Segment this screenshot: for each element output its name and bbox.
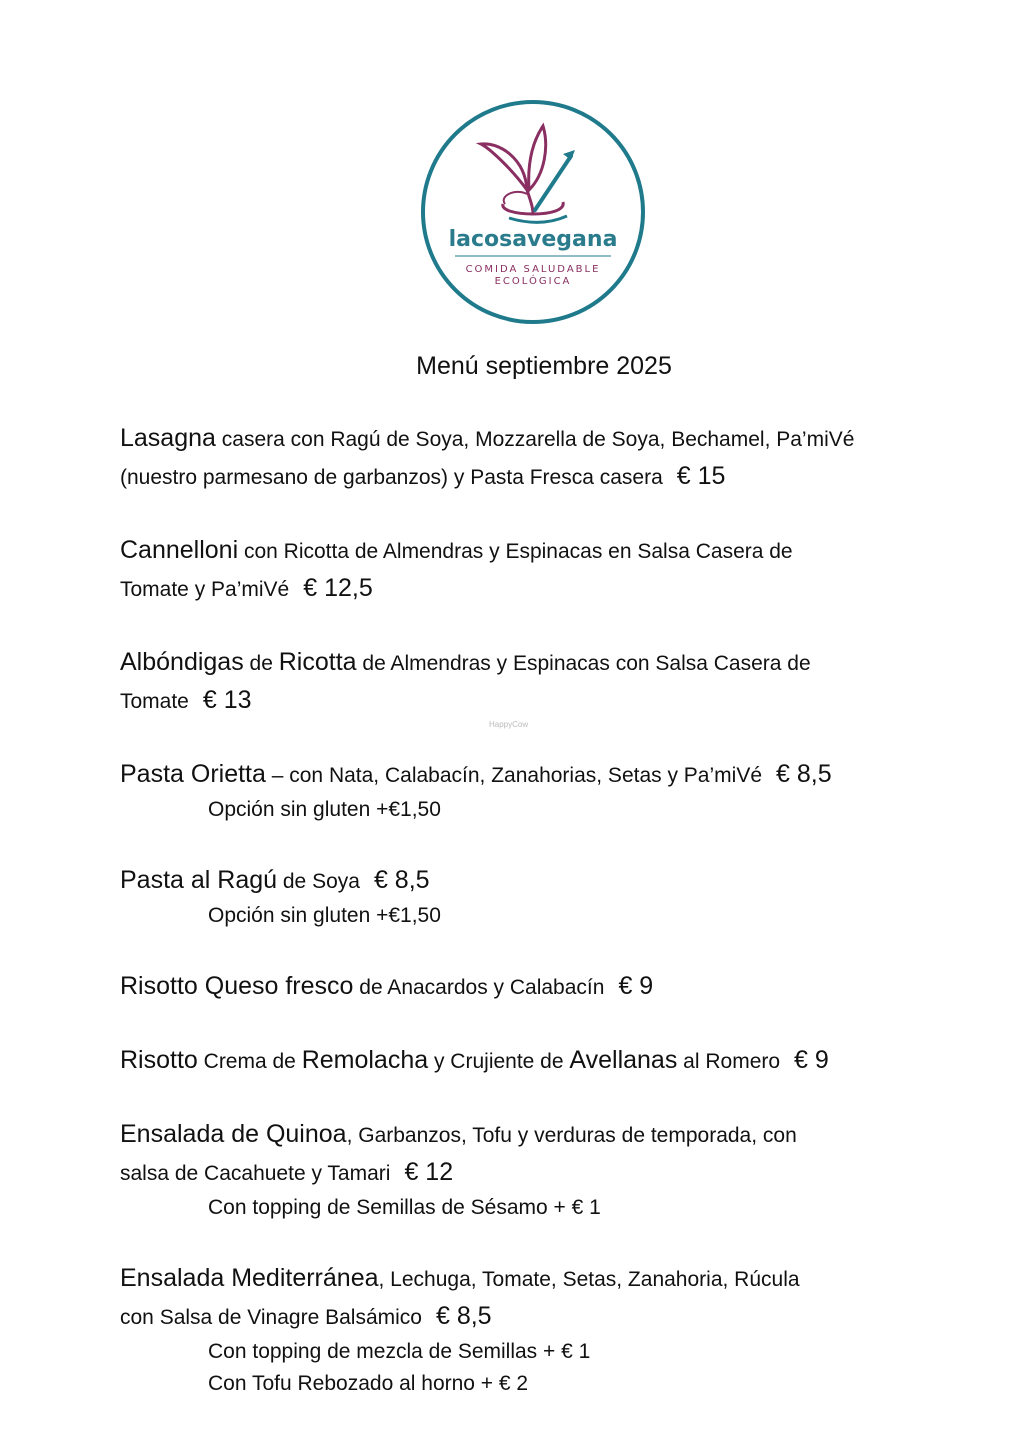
dish-name: Pasta Orietta — [120, 760, 266, 788]
dish-name: Albóndigas — [120, 648, 244, 676]
dish-description: Lasagna casera con Ragú de Soya, Mozzarella de Soya, Bechamel, Pa’miVé (nuestro parmesano de garbanzos) y Pasta Fresca casera € 15 — [120, 424, 855, 490]
dish-cannelloni — [120, 532, 940, 608]
logo-tagline-2: ECOLÓGICA — [494, 276, 572, 287]
dish-name: Pasta al Ragú — [120, 866, 278, 894]
dish-price: € 8,5 — [435, 1302, 492, 1330]
dish-price: € 8,5 — [373, 866, 430, 894]
dish-option: Con topping de mezcla de Semillas + € 1 — [208, 1340, 591, 1363]
dish-price: € 8,5 — [776, 760, 832, 788]
dish-price: € 13 — [202, 686, 252, 714]
dish-name: Cannelloni — [120, 536, 239, 564]
dish-risotto-remolacha — [120, 1042, 940, 1080]
restaurant-logo — [419, 98, 647, 326]
dish-name: Ensalada de Quinoa — [120, 1120, 347, 1148]
dish-risotto-queso — [120, 968, 940, 1006]
dish-description: Pasta Orietta – con Nata, Calabacín, Zanahorias, Setas y Pa’miVé € 8,5 — [120, 760, 832, 788]
dish-description: Risotto Crema de Remolacha y Crujiente de Avellanas al Romero € 9 — [120, 1046, 829, 1074]
dish-option: Con Tofu Rebozado al horno + € 2 — [208, 1372, 529, 1395]
dish-lasagna — [120, 420, 940, 496]
dish-description: Ensalada de Quinoa, Garbanzos, Tofu y verduras de temporada, con salsa de Cacahuete y Tamari € 12 — [120, 1120, 797, 1186]
logo-tagline-1: COMIDA SALUDABLE — [465, 264, 601, 275]
dish-pasta-ragu — [120, 862, 940, 932]
dish-option: Con topping de Semillas de Sésamo + € 1 — [208, 1196, 601, 1219]
dish-ensalada-quinoa — [120, 1116, 940, 1224]
menu-title: Menú septiembre 2025 — [416, 352, 672, 380]
dish-price: € 9 — [794, 1046, 829, 1074]
dish-ensalada-mediterranea — [120, 1260, 940, 1400]
logo-brand-text: lacosavegana — [448, 227, 618, 252]
dish-option: Opción sin gluten +€1,50 — [208, 904, 441, 927]
dish-name: Risotto Queso fresco — [120, 972, 354, 1000]
dish-description: Albóndigas de Ricotta de Almendras y Espinacas con Salsa Casera de Tomate € 13 — [120, 648, 811, 714]
dish-pasta-orietta — [120, 756, 940, 826]
dish-description: Cannelloni con Ricotta de Almendras y Espinacas en Salsa Casera de Tomate y Pa’miVé € 12,5 — [120, 536, 793, 602]
dish-option: Opción sin gluten +€1,50 — [208, 798, 441, 821]
dish-albondigas — [120, 644, 940, 720]
dish-description: Pasta al Ragú de Soya € 8,5 — [120, 866, 430, 894]
dish-price: € 15 — [676, 462, 726, 490]
menu-list — [120, 420, 940, 1436]
dish-name: Risotto — [120, 1046, 198, 1074]
dish-price: € 9 — [618, 972, 654, 1000]
watermark: HappyCow — [489, 720, 529, 729]
dish-description: Risotto Queso fresco de Anacardos y Calabacín € 9 — [120, 972, 654, 1000]
dish-price: € 12 — [404, 1158, 454, 1186]
dish-price: € 12,5 — [303, 574, 373, 602]
dish-name: Ensalada Mediterránea — [120, 1264, 379, 1292]
dish-description: Ensalada Mediterránea, Lechuga, Tomate, Setas, Zanahoria, Rúcula con Salsa de Vinagre Balsámico € 8,5 — [120, 1264, 800, 1330]
dish-name: Lasagna — [120, 424, 216, 452]
